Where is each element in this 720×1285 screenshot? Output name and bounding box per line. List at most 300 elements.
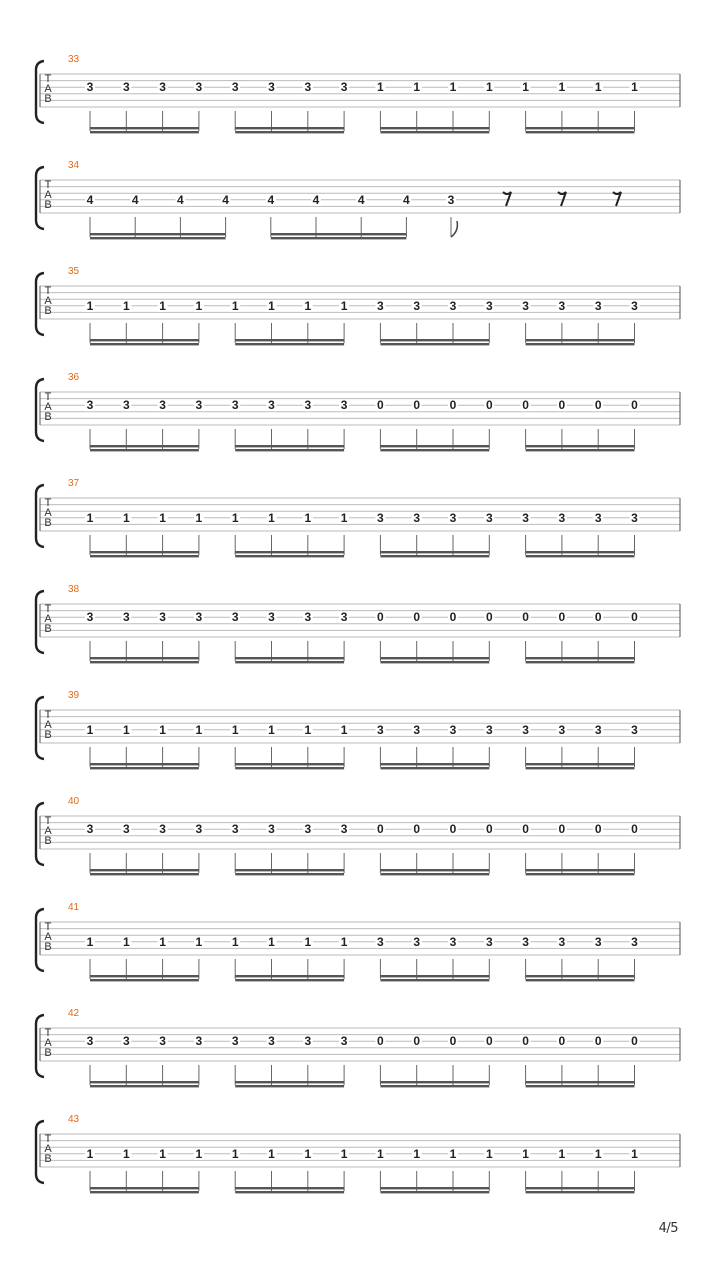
- tab-clef-letter: T: [44, 603, 52, 615]
- fret-number: 1: [522, 80, 529, 95]
- fret-number: 1: [268, 510, 275, 525]
- beam-secondary: [90, 555, 199, 557]
- fret-number: 3: [304, 80, 312, 95]
- fret-number: 3: [231, 80, 239, 95]
- fret-number: 0: [377, 398, 384, 413]
- measure-number: 34: [68, 160, 80, 171]
- fret-number: 1: [231, 722, 239, 737]
- fret-number: 4: [267, 192, 275, 207]
- beam-primary: [235, 975, 344, 977]
- fret-number: 3: [340, 1034, 348, 1049]
- beam-secondary: [90, 449, 199, 451]
- fret-number: 3: [558, 722, 566, 737]
- beam-primary: [526, 445, 635, 447]
- tab-clef-letter: A: [44, 507, 52, 519]
- tab-clef-letter: A: [44, 401, 52, 413]
- fret-number: 3: [159, 80, 166, 95]
- fret-number: 3: [86, 80, 94, 95]
- beam-secondary: [526, 661, 635, 663]
- fret-number: 4: [177, 192, 184, 207]
- fret-number: 1: [159, 934, 166, 949]
- fret-number: 3: [485, 510, 493, 525]
- tab-clef-letter: T: [44, 815, 52, 827]
- fret-number: 0: [558, 398, 566, 413]
- fret-number: 0: [522, 398, 529, 413]
- fret-number: 1: [195, 934, 203, 949]
- fret-number: 3: [304, 1034, 312, 1049]
- beam-secondary: [380, 767, 489, 769]
- fret-number: 1: [268, 298, 275, 313]
- beam-primary: [90, 1081, 199, 1083]
- fret-number: 1: [86, 510, 94, 525]
- fret-number: 3: [413, 298, 421, 313]
- beam-secondary: [90, 131, 199, 133]
- fret-number: 0: [449, 398, 457, 413]
- fret-number: 3: [195, 822, 203, 837]
- fret-number: 0: [558, 822, 566, 837]
- tab-clef-letter: B: [44, 941, 52, 953]
- beam-primary: [90, 127, 199, 129]
- fret-number: 1: [485, 1146, 493, 1161]
- fret-number: 4: [131, 192, 139, 207]
- fret-number: 1: [413, 80, 421, 95]
- fret-number: 3: [268, 1034, 275, 1049]
- beam-secondary: [90, 343, 199, 345]
- beam-primary: [235, 763, 344, 765]
- fret-number: 0: [377, 1034, 384, 1049]
- fret-number: 0: [631, 822, 638, 837]
- fret-number: 0: [522, 610, 529, 625]
- fret-number: 1: [268, 934, 275, 949]
- beam-secondary: [90, 979, 199, 981]
- fret-number: 1: [340, 934, 348, 949]
- beam-secondary: [90, 237, 226, 239]
- tab-system-43: [36, 1114, 680, 1193]
- tab-clef-letter: A: [44, 189, 52, 201]
- beam-secondary: [380, 555, 489, 557]
- beam-primary: [235, 339, 344, 341]
- tab-clef-letter: B: [44, 1047, 52, 1059]
- measure-number: 37: [68, 478, 80, 489]
- fret-number: 0: [413, 398, 421, 413]
- fret-number: 3: [594, 722, 602, 737]
- tab-clef-letter: T: [44, 73, 52, 85]
- beam-primary: [526, 657, 635, 659]
- tab-clef-letter: B: [44, 1153, 52, 1165]
- tab-clef-letter: B: [44, 623, 52, 635]
- fret-number: 3: [413, 510, 421, 525]
- page-number: 4/5: [658, 1221, 678, 1236]
- fret-number: 3: [231, 610, 239, 625]
- beam-primary: [90, 551, 199, 553]
- fret-number: 0: [413, 822, 421, 837]
- beam-secondary: [271, 237, 407, 239]
- measure-number: 42: [68, 1008, 80, 1019]
- tab-system-38: [36, 584, 680, 663]
- beam-secondary: [235, 661, 344, 663]
- fret-number: 4: [86, 192, 94, 207]
- fret-number: 1: [86, 722, 94, 737]
- fret-number: 3: [377, 298, 384, 313]
- fret-number: 3: [522, 934, 529, 949]
- fret-number: 3: [86, 398, 94, 413]
- fret-number: 3: [594, 510, 602, 525]
- fret-number: 1: [268, 1146, 275, 1161]
- measure-number: 41: [68, 902, 80, 913]
- beam-secondary: [235, 979, 344, 981]
- tab-system-40: [36, 796, 680, 875]
- tab-clef-letter: B: [44, 729, 52, 741]
- fret-number: 3: [485, 722, 493, 737]
- fret-number: 1: [195, 1146, 203, 1161]
- fret-number: 3: [86, 610, 94, 625]
- beam-primary: [380, 763, 489, 765]
- measure-number: 35: [68, 266, 80, 277]
- beam-primary: [90, 763, 199, 765]
- fret-number: 0: [594, 398, 602, 413]
- beam-secondary: [526, 1085, 635, 1087]
- note-flag: [451, 221, 457, 237]
- beam-primary: [90, 445, 199, 447]
- fret-number: 3: [377, 934, 384, 949]
- tab-clef-letter: A: [44, 1143, 52, 1155]
- fret-number: 0: [631, 1034, 638, 1049]
- beam-primary: [235, 127, 344, 129]
- tab-clef-letter: B: [44, 199, 52, 211]
- fret-number: 3: [340, 80, 348, 95]
- fret-number: 3: [86, 822, 94, 837]
- fret-number: 1: [304, 934, 312, 949]
- fret-number: 3: [195, 80, 203, 95]
- fret-number: 1: [195, 298, 203, 313]
- fret-number: 3: [631, 298, 638, 313]
- fret-number: 1: [122, 934, 130, 949]
- fret-number: 1: [86, 934, 94, 949]
- tab-clef-letter: T: [44, 497, 52, 509]
- beam-secondary: [380, 1191, 489, 1193]
- fret-number: 1: [268, 722, 275, 737]
- fret-number: 3: [159, 398, 166, 413]
- beam-primary: [235, 445, 344, 447]
- beam-primary: [526, 339, 635, 341]
- fret-number: 1: [195, 722, 203, 737]
- fret-number: 3: [449, 298, 457, 313]
- tab-clef-letter: T: [44, 709, 52, 721]
- measure-number: 43: [68, 1114, 80, 1125]
- fret-number: 3: [195, 1034, 203, 1049]
- beam-primary: [90, 869, 199, 871]
- beam-primary: [380, 339, 489, 341]
- fret-number: 3: [558, 934, 566, 949]
- fret-number: 3: [522, 722, 529, 737]
- beam-secondary: [90, 661, 199, 663]
- fret-number: 0: [413, 1034, 421, 1049]
- fret-number: 3: [449, 722, 457, 737]
- fret-number: 1: [122, 722, 130, 737]
- fret-number: 0: [485, 822, 493, 837]
- beam-secondary: [90, 1085, 199, 1087]
- fret-number: 3: [413, 722, 421, 737]
- beam-secondary: [90, 873, 199, 875]
- fret-number: 1: [231, 1146, 239, 1161]
- tab-clef-letter: A: [44, 931, 52, 943]
- fret-number: 3: [122, 80, 130, 95]
- beam-secondary: [235, 1191, 344, 1193]
- tab-system-39: [36, 690, 680, 769]
- tab-system-42: [36, 1008, 680, 1087]
- fret-number: 3: [449, 510, 457, 525]
- fret-number: 0: [594, 1034, 602, 1049]
- tab-clef-letter: T: [44, 1027, 52, 1039]
- fret-number: 3: [522, 510, 529, 525]
- fret-number: 3: [340, 822, 348, 837]
- fret-number: 0: [631, 398, 638, 413]
- beam-primary: [526, 551, 635, 553]
- beam-primary: [235, 1187, 344, 1189]
- fret-number: 1: [558, 80, 566, 95]
- fret-number: 0: [522, 822, 529, 837]
- fret-number: 3: [631, 722, 638, 737]
- fret-number: 4: [357, 192, 365, 207]
- tab-clef-letter: B: [44, 305, 52, 317]
- fret-number: 3: [558, 510, 566, 525]
- beam-secondary: [235, 131, 344, 133]
- fret-number: 3: [231, 822, 239, 837]
- fret-number: 4: [222, 192, 229, 207]
- fret-number: 3: [268, 610, 275, 625]
- beam-primary: [380, 1187, 489, 1189]
- tab-clef-letter: B: [44, 517, 52, 529]
- fret-number: 1: [377, 1146, 384, 1161]
- beam-secondary: [380, 131, 489, 133]
- fret-number: 1: [594, 1146, 602, 1161]
- fret-number: 3: [268, 822, 275, 837]
- beam-secondary: [380, 1085, 489, 1087]
- fret-number: 1: [304, 1146, 312, 1161]
- fret-number: 0: [449, 610, 457, 625]
- beam-primary: [526, 975, 635, 977]
- beam-secondary: [526, 343, 635, 345]
- beam-secondary: [90, 767, 199, 769]
- beam-secondary: [90, 1191, 199, 1193]
- tab-clef-letter: A: [44, 613, 52, 625]
- fret-number: 3: [377, 510, 384, 525]
- fret-number: 0: [449, 822, 457, 837]
- measure-number: 39: [68, 690, 80, 701]
- tab-clef-letter: T: [44, 1133, 52, 1145]
- fret-number: 3: [304, 822, 312, 837]
- fret-number: 3: [485, 934, 493, 949]
- fret-number: 0: [377, 822, 384, 837]
- fret-number: 3: [268, 80, 275, 95]
- fret-number: 1: [558, 1146, 566, 1161]
- fret-number: 1: [304, 298, 312, 313]
- fret-number: 3: [340, 610, 348, 625]
- tab-clef-letter: B: [44, 835, 52, 847]
- beam-primary: [90, 657, 199, 659]
- fret-number: 1: [122, 1146, 130, 1161]
- fret-number: 4: [312, 192, 320, 207]
- beam-secondary: [526, 979, 635, 981]
- beam-primary: [235, 1081, 344, 1083]
- beam-primary: [526, 127, 635, 129]
- measure-number: 38: [68, 584, 80, 595]
- beam-primary: [380, 869, 489, 871]
- beam-secondary: [380, 661, 489, 663]
- fret-number: 1: [122, 298, 130, 313]
- beam-primary: [380, 657, 489, 659]
- beam-secondary: [380, 873, 489, 875]
- fret-number: 1: [86, 1146, 94, 1161]
- beam-primary: [90, 233, 226, 235]
- tab-clef-letter: A: [44, 1037, 52, 1049]
- measure-number: 40: [68, 796, 80, 807]
- tab-system-34: [36, 160, 680, 239]
- beam-primary: [90, 975, 199, 977]
- beam-secondary: [380, 343, 489, 345]
- tab-clef-letter: B: [44, 411, 52, 423]
- fret-number: 1: [195, 510, 203, 525]
- fret-number: 1: [304, 722, 312, 737]
- fret-number: 3: [159, 822, 166, 837]
- tab-clef-letter: T: [44, 285, 52, 297]
- fret-number: 1: [594, 80, 602, 95]
- fret-number: 1: [340, 510, 348, 525]
- measure-number: 36: [68, 372, 80, 383]
- tab-clef-letter: T: [44, 921, 52, 933]
- fret-number: 1: [159, 1146, 166, 1161]
- fret-number: 3: [122, 610, 130, 625]
- fret-number: 3: [122, 822, 130, 837]
- fret-number: 3: [447, 192, 455, 207]
- fret-number: 4: [403, 192, 410, 207]
- beam-secondary: [380, 449, 489, 451]
- fret-number: 3: [86, 1034, 94, 1049]
- beam-primary: [271, 233, 407, 235]
- tab-system-41: [36, 902, 680, 981]
- beam-secondary: [526, 873, 635, 875]
- fret-number: 3: [231, 398, 239, 413]
- beam-secondary: [235, 767, 344, 769]
- beam-primary: [526, 1187, 635, 1189]
- fret-number: 3: [122, 1034, 130, 1049]
- tab-clef-letter: T: [44, 179, 52, 191]
- fret-number: 1: [231, 298, 239, 313]
- beam-secondary: [526, 555, 635, 557]
- fret-number: 3: [594, 298, 602, 313]
- beam-secondary: [526, 767, 635, 769]
- fret-number: 1: [231, 510, 239, 525]
- fret-number: 3: [631, 510, 638, 525]
- fret-number: 1: [340, 722, 348, 737]
- beam-primary: [380, 551, 489, 553]
- fret-number: 1: [340, 1146, 348, 1161]
- tab-clef-letter: T: [44, 391, 52, 403]
- beam-secondary: [235, 1085, 344, 1087]
- fret-number: 3: [413, 934, 421, 949]
- fret-number: 3: [449, 934, 457, 949]
- beam-primary: [526, 1081, 635, 1083]
- beam-secondary: [235, 343, 344, 345]
- beam-secondary: [235, 449, 344, 451]
- fret-number: 1: [122, 510, 130, 525]
- fret-number: 1: [485, 80, 493, 95]
- fret-number: 3: [631, 934, 638, 949]
- beam-primary: [526, 763, 635, 765]
- fret-number: 3: [377, 722, 384, 737]
- tab-system-37: [36, 478, 680, 557]
- fret-number: 0: [377, 610, 384, 625]
- fret-number: 1: [631, 1146, 638, 1161]
- tab-system-36: [36, 372, 680, 451]
- beam-primary: [380, 127, 489, 129]
- fret-number: 1: [377, 80, 384, 95]
- measure-number: 33: [68, 54, 80, 65]
- fret-number: 3: [340, 398, 348, 413]
- fret-number: 1: [159, 298, 166, 313]
- fret-number: 1: [413, 1146, 421, 1161]
- fret-number: 3: [159, 1034, 166, 1049]
- beam-secondary: [526, 131, 635, 133]
- beam-secondary: [235, 555, 344, 557]
- tab-clef-letter: A: [44, 719, 52, 731]
- tab-clef-letter: A: [44, 295, 52, 307]
- tab-clef-letter: A: [44, 825, 52, 837]
- fret-number: 3: [195, 398, 203, 413]
- fret-number: 1: [522, 1146, 529, 1161]
- fret-number: 3: [268, 398, 275, 413]
- fret-number: 1: [231, 934, 239, 949]
- fret-number: 1: [304, 510, 312, 525]
- tab-clef-letter: B: [44, 93, 52, 105]
- fret-number: 3: [304, 610, 312, 625]
- fret-number: 1: [631, 80, 638, 95]
- fret-number: 0: [413, 610, 421, 625]
- tab-system-33: [36, 54, 680, 133]
- beam-primary: [380, 975, 489, 977]
- fret-number: 3: [522, 298, 529, 313]
- fret-number: 0: [522, 1034, 529, 1049]
- tab-system-35: [36, 266, 680, 345]
- fret-number: 3: [304, 398, 312, 413]
- fret-number: 1: [449, 80, 457, 95]
- fret-number: 3: [485, 298, 493, 313]
- fret-number: 3: [558, 298, 566, 313]
- beam-primary: [380, 1081, 489, 1083]
- fret-number: 0: [558, 1034, 566, 1049]
- fret-number: 1: [159, 722, 166, 737]
- beam-primary: [526, 869, 635, 871]
- fret-number: 0: [485, 398, 493, 413]
- tab-clef-letter: A: [44, 83, 52, 95]
- beam-secondary: [235, 873, 344, 875]
- fret-number: 3: [159, 610, 166, 625]
- beam-secondary: [526, 449, 635, 451]
- beam-primary: [90, 1187, 199, 1189]
- fret-number: 3: [594, 934, 602, 949]
- fret-number: 0: [485, 1034, 493, 1049]
- beam-primary: [235, 551, 344, 553]
- fret-number: 0: [631, 610, 638, 625]
- beam-secondary: [526, 1191, 635, 1193]
- fret-number: 3: [195, 610, 203, 625]
- fret-number: 1: [86, 298, 94, 313]
- fret-number: 0: [594, 822, 602, 837]
- fret-number: 0: [485, 610, 493, 625]
- fret-number: 0: [594, 610, 602, 625]
- fret-number: 1: [449, 1146, 457, 1161]
- fret-number: 3: [122, 398, 130, 413]
